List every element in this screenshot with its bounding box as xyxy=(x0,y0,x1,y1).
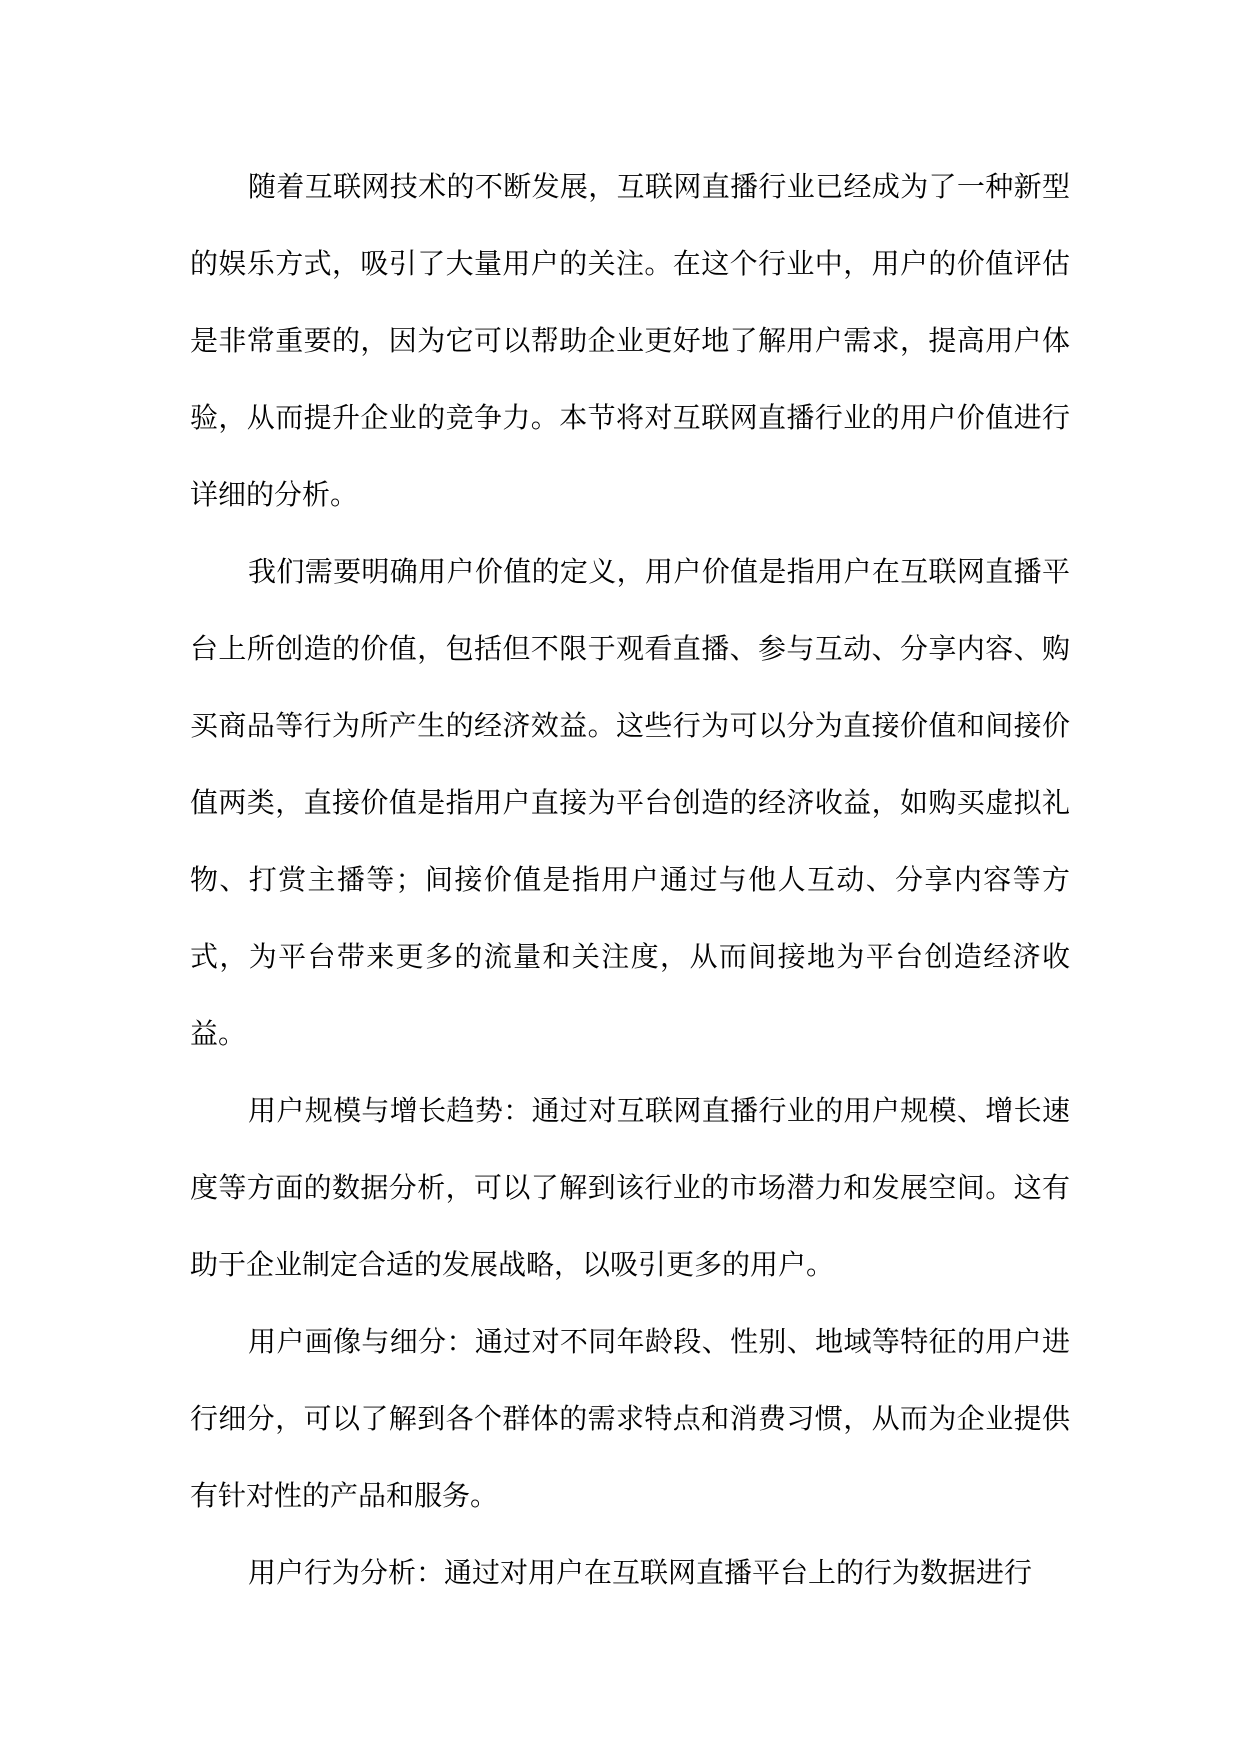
paragraph-user-profile: 用户画像与细分：通过对不同年龄段、性别、地域等特征的用户进行细分，可以了解到各个群体的需求特点和消费习惯，从而为企业提供有针对性的产品和服务。 xyxy=(190,1325,1070,1512)
paragraph-user-value-definition: 我们需要明确用户价值的定义，用户价值是指用户在互联网直播平台上所创造的价值，包括但不限于观看直播、参与互动、分享内容、购买商品等行为所产生的经济效益。这些行为可以分为直接价值和间接价值两类，直接价值是指用户直接为平台创造的经济收益，如购买虚拟礼物、打赏主播等；间接价值是指用户通过与他人互动、分享内容等方式，为平台带来更多的流量和关注度，从而间接地为平台创造经济收益。 xyxy=(190,555,1070,1050)
body-text xyxy=(190,148,1070,1611)
paragraph-user-scale: 用户规模与增长趋势：通过对互联网直播行业的用户规模、增长速度等方面的数据分析，可以了解到该行业的市场潜力和发展空间。这有助于企业制定合适的发展战略，以吸引更多的用户。 xyxy=(190,1094,1070,1281)
paragraph-intro: 随着互联网技术的不断发展，互联网直播行业已经成为了一种新型的娱乐方式，吸引了大量用户的关注。在这个行业中，用户的价值评估是非常重要的，因为它可以帮助企业更好地了解用户需求，提高用户体验，从而提升企业的竞争力。本节将对互联网直播行业的用户价值进行详细的分析。 xyxy=(190,170,1070,511)
paragraph-user-behavior: 用户行为分析：通过对用户在互联网直播平台上的行为数据进行 xyxy=(248,1556,1033,1589)
